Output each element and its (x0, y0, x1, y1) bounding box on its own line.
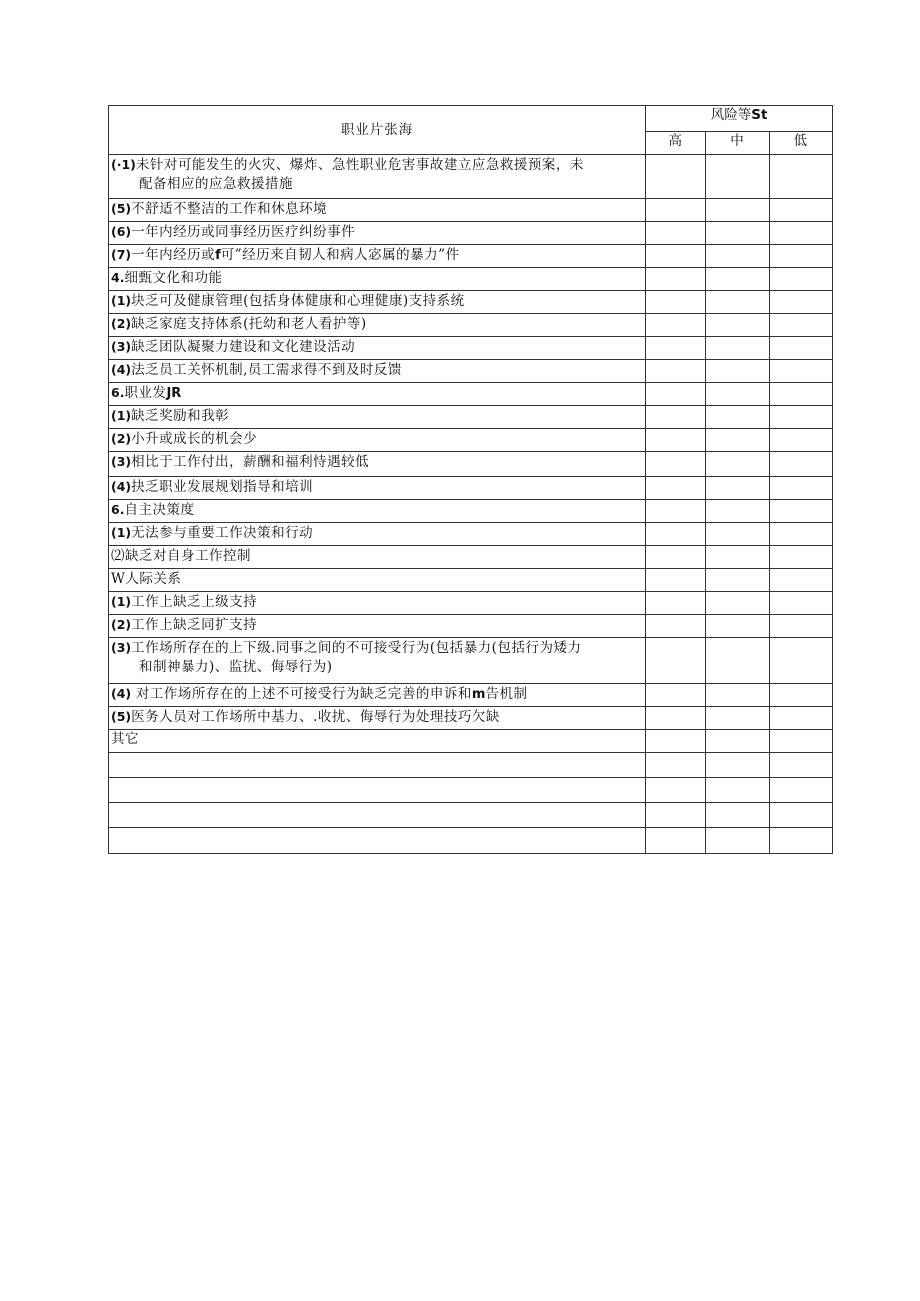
table-row (109, 592, 833, 615)
item-cell: (6)一年内经历或同事经历医疗纠纷事件 (109, 222, 646, 245)
table-row (109, 730, 833, 753)
item-cell: (5)医务人员对工作场所中基力、.收扰、侮辱行为处理技巧欠缺 (109, 707, 646, 730)
table-row (109, 452, 833, 477)
level-low-cell[interactable] (769, 406, 832, 429)
level-low-cell[interactable] (769, 155, 832, 199)
level-high-cell[interactable] (646, 245, 706, 268)
table-row (109, 291, 833, 314)
item-cell: (1)无法参与重要工作决策和行动 (109, 523, 646, 546)
blank-item-cell[interactable] (109, 828, 646, 854)
level-medium-cell[interactable] (706, 291, 769, 314)
table-row (109, 337, 833, 360)
level-high-cell[interactable] (646, 828, 706, 854)
level-high-cell[interactable] (646, 730, 706, 753)
table-row (109, 199, 833, 222)
table-row (109, 615, 833, 638)
level-medium-cell[interactable] (706, 546, 769, 569)
level-low-cell[interactable] (769, 452, 832, 477)
level-high-cell[interactable] (646, 337, 706, 360)
empty-row (109, 828, 833, 854)
section-cell: 6.职业发JR (109, 383, 646, 406)
item-cell: (4) 对工作场所存在的上述不可接受行为缺乏完善的申诉和m告机制 (109, 684, 646, 707)
level-low-cell[interactable] (769, 500, 832, 523)
level-low-cell[interactable] (769, 268, 832, 291)
table-row (109, 268, 833, 291)
level-medium-cell[interactable] (706, 383, 769, 406)
level-low-cell[interactable] (769, 222, 832, 245)
item-column-header: 职业片张海 (109, 106, 646, 155)
level-medium-cell[interactable] (706, 268, 769, 291)
level-high-cell[interactable] (646, 638, 706, 684)
level-high-cell[interactable] (646, 803, 706, 828)
level-low-cell[interactable] (769, 730, 832, 753)
item-cell: (·1)未针对可能发生的火灾、爆炸、急性职业危害事故建立应急救援预案，未 配备相应的应急救援措施 (109, 155, 646, 199)
level-high-cell[interactable] (646, 406, 706, 429)
level-low-cell[interactable] (769, 707, 832, 730)
level-low-cell[interactable] (769, 803, 832, 828)
level-high-cell[interactable] (646, 452, 706, 477)
item-cell: (3)工作场所存在的上下级.同事之间的不可接受行为(包括暴力(包括行为矮力 和制神暴力)、监扰、侮辱行为) (109, 638, 646, 684)
level-medium-cell[interactable] (706, 222, 769, 245)
empty-row (109, 753, 833, 778)
level-high-cell[interactable] (646, 546, 706, 569)
level-low-cell[interactable] (769, 429, 832, 452)
level-high-cell[interactable] (646, 383, 706, 406)
blank-item-cell[interactable] (109, 778, 646, 803)
table-row (109, 523, 833, 546)
level-medium-cell[interactable] (706, 730, 769, 753)
level-high-cell[interactable] (646, 753, 706, 778)
empty-row (109, 778, 833, 803)
level-high-cell[interactable] (646, 500, 706, 523)
level-low-cell[interactable] (769, 477, 832, 500)
level-low-cell[interactable] (769, 546, 832, 569)
table-row (109, 245, 833, 268)
table-row (109, 429, 833, 452)
section-cell: 6.自主决策度 (109, 500, 646, 523)
blank-item-cell[interactable] (109, 803, 646, 828)
table-row (109, 383, 833, 406)
level-medium-cell[interactable] (706, 245, 769, 268)
table-row (109, 638, 833, 684)
level-low-cell[interactable] (769, 753, 832, 778)
level-high-cell[interactable] (646, 360, 706, 383)
table-row (109, 500, 833, 523)
level-high-cell[interactable] (646, 199, 706, 222)
level-medium-cell[interactable] (706, 803, 769, 828)
item-cell: (7)一年内经历或f可”经历来自韧人和病人宓属的暴力”件 (109, 245, 646, 268)
level-medium-header: 中 (706, 131, 769, 154)
table-row (109, 314, 833, 337)
level-low-cell[interactable] (769, 684, 832, 707)
level-low-cell[interactable] (769, 778, 832, 803)
level-high-cell[interactable] (646, 291, 706, 314)
table-row (109, 684, 833, 707)
blank-item-cell[interactable] (109, 753, 646, 778)
item-cell: (2)工作上缺乏同扩支持 (109, 615, 646, 638)
level-low-cell[interactable] (769, 523, 832, 546)
item-cell: (4)抉乏职业发展规划指导和培训 (109, 477, 646, 500)
level-medium-cell[interactable] (706, 523, 769, 546)
level-medium-cell[interactable] (706, 592, 769, 615)
level-high-cell[interactable] (646, 222, 706, 245)
table-row (109, 477, 833, 500)
level-medium-cell[interactable] (706, 452, 769, 477)
empty-row (109, 803, 833, 828)
level-medium-cell[interactable] (706, 778, 769, 803)
item-cell: (4)法乏员工关怀机制,员工需求得不到及时反馈 (109, 360, 646, 383)
item-cell: (2)缺乏家庭支持体系(托幼和老人看护等) (109, 314, 646, 337)
level-medium-cell[interactable] (706, 155, 769, 199)
level-medium-cell[interactable] (706, 615, 769, 638)
risk-assessment-table (108, 105, 833, 854)
level-high-cell[interactable] (646, 707, 706, 730)
level-high-cell[interactable] (646, 314, 706, 337)
level-low-cell[interactable] (769, 828, 832, 854)
level-high-cell[interactable] (646, 268, 706, 291)
level-low-cell[interactable] (769, 360, 832, 383)
level-high-header: 高 (646, 131, 706, 154)
risk-level-header: 风险等St (646, 106, 833, 132)
level-low-cell[interactable] (769, 615, 832, 638)
level-high-cell[interactable] (646, 684, 706, 707)
level-medium-cell[interactable] (706, 429, 769, 452)
item-cell: (5)不舒适不整洁的工作和休息环境 (109, 199, 646, 222)
table-row (109, 569, 833, 592)
item-cell: (2)小升或成长的机会少 (109, 429, 646, 452)
section-cell: W人际关系 (109, 569, 646, 592)
item-cell: (3)缺乏团队凝聚力建设和文化建设活动 (109, 337, 646, 360)
level-medium-cell[interactable] (706, 753, 769, 778)
level-medium-cell[interactable] (706, 477, 769, 500)
table-row (109, 546, 833, 569)
level-high-cell[interactable] (646, 429, 706, 452)
level-high-cell[interactable] (646, 592, 706, 615)
level-low-cell[interactable] (769, 199, 832, 222)
level-medium-cell[interactable] (706, 406, 769, 429)
item-cell: (1)工作上缺乏上级支持 (109, 592, 646, 615)
item-cell: (3)相比于工作付出，薪酬和福利恃遇较低 (109, 452, 646, 477)
level-low-cell[interactable] (769, 592, 832, 615)
table-row (109, 360, 833, 383)
level-high-cell[interactable] (646, 477, 706, 500)
level-medium-cell[interactable] (706, 569, 769, 592)
level-medium-cell[interactable] (706, 638, 769, 684)
level-low-cell[interactable] (769, 314, 832, 337)
level-medium-cell[interactable] (706, 684, 769, 707)
level-medium-cell[interactable] (706, 828, 769, 854)
other-cell: 其它 (109, 730, 646, 753)
level-low-cell[interactable] (769, 383, 832, 406)
table-row (109, 155, 833, 199)
level-low-cell[interactable] (769, 245, 832, 268)
level-low-cell[interactable] (769, 638, 832, 684)
level-medium-cell[interactable] (706, 500, 769, 523)
table-row (109, 406, 833, 429)
level-medium-cell[interactable] (706, 337, 769, 360)
item-cell: (1)块乏可及健康管理(包括身体健康和心理健康)支持系统 (109, 291, 646, 314)
level-high-cell[interactable] (646, 615, 706, 638)
level-low-cell[interactable] (769, 569, 832, 592)
level-low-cell[interactable] (769, 337, 832, 360)
level-high-cell[interactable] (646, 778, 706, 803)
level-medium-cell[interactable] (706, 707, 769, 730)
section-cell: 4.细甄文化和功能 (109, 268, 646, 291)
item-cell: ⑵缺乏对自身工作控制 (109, 546, 646, 569)
table-row (109, 222, 833, 245)
level-high-cell[interactable] (646, 155, 706, 199)
table-row (109, 707, 833, 730)
level-medium-cell[interactable] (706, 314, 769, 337)
level-low-cell[interactable] (769, 291, 832, 314)
level-medium-cell[interactable] (706, 199, 769, 222)
level-high-cell[interactable] (646, 569, 706, 592)
level-high-cell[interactable] (646, 523, 706, 546)
item-cell: (1)缺乏奖励和我彰 (109, 406, 646, 429)
level-low-header: 低 (769, 131, 832, 154)
level-medium-cell[interactable] (706, 360, 769, 383)
